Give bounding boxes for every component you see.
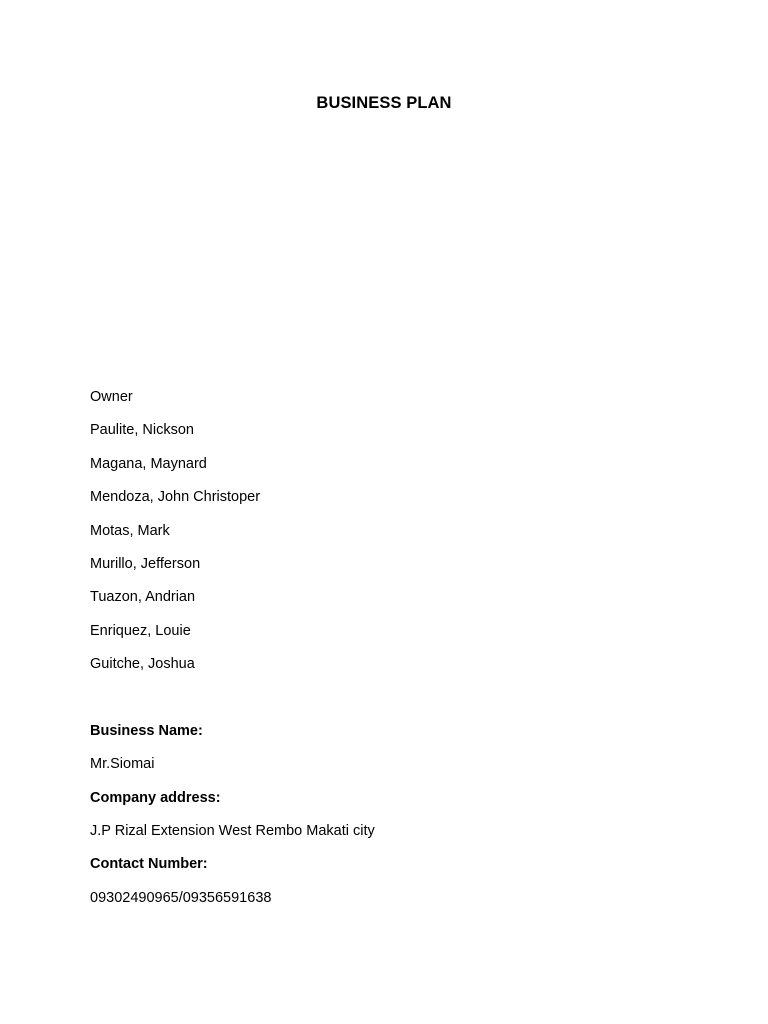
owner-name: Paulite, Nickson xyxy=(90,422,194,439)
section-spacer xyxy=(90,687,375,720)
owner-name: Guitche, Joshua xyxy=(90,656,195,673)
owner-name: Enriquez, Louie xyxy=(90,622,191,639)
business-name-value: Mr.Siomai xyxy=(90,756,155,773)
owner-label: Owner xyxy=(90,389,133,405)
document-title: BUSINESS PLAN xyxy=(316,94,452,112)
owner-name: Mendoza, John Christoper xyxy=(90,489,261,506)
owner-name: Murillo, Jefferson xyxy=(90,555,201,572)
owner-list xyxy=(90,419,375,675)
company-address-value: J.P Rizal Extension West Rembo Makati city xyxy=(90,823,375,840)
owner-name: Motas, Mark xyxy=(90,522,170,539)
contact-number-value: 09302490965/09356591638 xyxy=(90,889,272,906)
document-body xyxy=(90,386,375,920)
contact-number-label: Contact Number: xyxy=(90,856,208,873)
company-address-label: Company address: xyxy=(90,789,221,806)
business-name-label: Business Name: xyxy=(90,722,203,739)
owner-name: Magana, Maynard xyxy=(90,455,207,472)
owner-name: Tuazon, Andrian xyxy=(90,589,196,606)
